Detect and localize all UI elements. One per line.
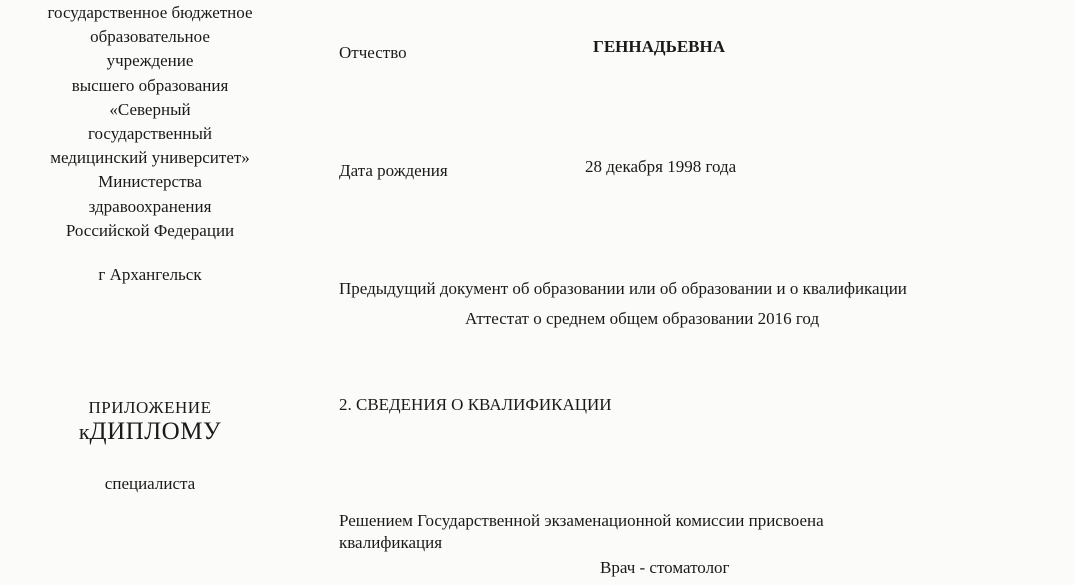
patronymic-value: ГЕННАДЬЕВНА bbox=[593, 37, 725, 56]
university-line: Министерства bbox=[98, 172, 202, 192]
degree-type: специалиста bbox=[104, 474, 196, 493]
dob-label: Дата рождения bbox=[339, 161, 448, 180]
university-line: образовательное bbox=[90, 27, 210, 47]
university-line: здравоохранения bbox=[88, 196, 212, 216]
section-title: 2. СВЕДЕНИЯ О КВАЛИФИКАЦИИ bbox=[339, 395, 612, 414]
university-line: высшего образования bbox=[71, 75, 229, 95]
university-line: государственный bbox=[87, 124, 213, 144]
decision-line-2: квалификация bbox=[339, 533, 443, 552]
university-block bbox=[20, 1, 280, 243]
qualification-title: Врач - стоматолог bbox=[600, 558, 730, 577]
university-line: «Северный bbox=[109, 99, 191, 119]
prev-doc-label: Предыдущий документ об образовании или об образовании и о квалификации bbox=[339, 279, 907, 298]
patronymic-label: Отчество bbox=[339, 43, 407, 62]
prev-doc-value: Аттестат о среднем общем образовании 2016 год bbox=[465, 309, 820, 328]
university-line: государственное бюджетное bbox=[47, 3, 253, 22]
city: г Архангельск bbox=[98, 265, 202, 284]
appendix-title: ПРИЛОЖЕНИЕ bbox=[88, 398, 212, 417]
dob-value: 28 декабря 1998 года bbox=[585, 157, 737, 176]
appendix-diploma bbox=[20, 420, 280, 446]
university-line: Российской Федерации bbox=[65, 220, 235, 240]
appendix-diploma-prefix: к bbox=[78, 419, 90, 444]
decision-line-1: Решением Государственной экзаменационной комиссии присвоена bbox=[339, 511, 824, 530]
university-line: медицинский университет» bbox=[50, 148, 250, 168]
appendix-diploma-word: ДИПЛОМУ bbox=[89, 418, 222, 445]
university-line: учреждение bbox=[106, 51, 194, 71]
